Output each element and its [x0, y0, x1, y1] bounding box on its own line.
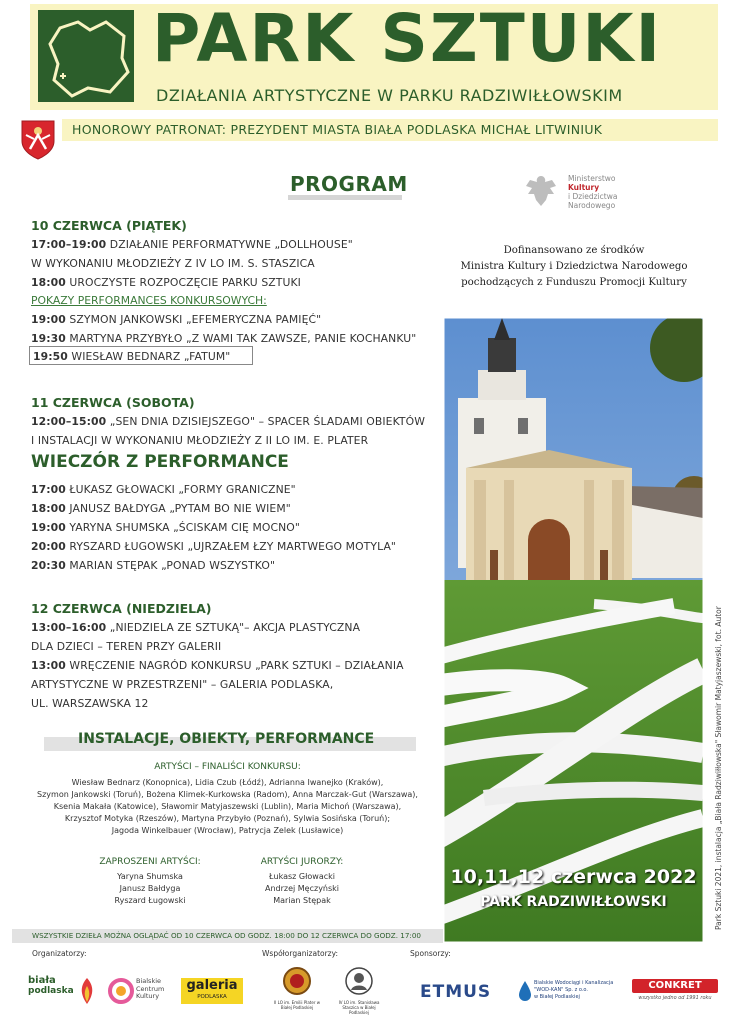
logo-text: CONKRET: [632, 979, 718, 993]
funding-note: [446, 243, 702, 291]
iv-lo-logo: [334, 966, 384, 1016]
event-dates: 10,11,12 czerwca 2022: [450, 866, 697, 888]
logo-text: II LO im. Emilii Plater w Białej Podlaskiej: [273, 1000, 321, 1010]
day-heading-11: 11 CZERWCA (SOBOTA): [31, 395, 195, 410]
program-line: 12:00–15:00 „SEN DNIA DZISIEJSZEGO" – SPACER ŚLADAMI OBIEKTÓW: [31, 415, 425, 428]
finalists-heading: ARTYŚCI – FINALIŚCI KONKURSU:: [154, 762, 301, 772]
park-gate-illustration: [444, 318, 703, 942]
jury-member: Marian Stępak: [273, 896, 331, 905]
finalists-line: Krzysztof Motyka (Rzeszów), Martyna Przybyło (Poznań), Sylwia Sosińska (Toruń);: [64, 814, 391, 823]
etmus-logo: ETMUS: [420, 982, 492, 1002]
logo-text: "WOD-KAN" Sp. z o.o.: [534, 987, 588, 993]
ministry-line: Kultury: [568, 183, 600, 192]
water-drop-icon: [518, 980, 532, 1002]
page-subtitle: DZIAŁANIA ARTYSTYCZNE W PARKU RADZIWIŁŁOWSKIM: [156, 86, 623, 105]
honorary-patron: HONOROWY PATRONAT: PREZYDENT MIASTA BIAŁA PODLASKA MICHAŁ LITWINIUK: [72, 122, 603, 137]
flame-icon: [76, 976, 98, 1006]
program-line: 19:30 MARTYNA PRZYBYŁO „Z WAMI TAK ZAWSZE, PANIE KOCHANKU": [31, 332, 417, 345]
program-line: 13:00–16:00 „NIEDZIELA ZE SZTUKĄ"– AKCJA PLASTYCZNA: [31, 621, 361, 634]
logo-text: biała: [28, 975, 56, 986]
logo-text: Centrum: [136, 984, 165, 993]
school-emblem-icon: [282, 966, 312, 996]
wodkan-logo: [518, 978, 618, 1008]
program-line: 17:00–19:00 DZIAŁANIE PERFORMATYWNE „DOLLHOUSE": [31, 238, 353, 251]
jury-heading: ARTYŚCI JURORZY:: [260, 857, 344, 867]
program-line: 17:00 ŁUKASZ GŁOWACKI „FORMY GRANICZNE": [31, 483, 296, 496]
logo-text: Bialskie: [136, 977, 162, 985]
jury-member: Łukasz Głowacki: [269, 872, 335, 881]
invited-artist: Ryszard Ługowski: [114, 896, 186, 905]
program-line: W WYKONANIU MŁODZIEŻY Z IV LO IM. S. STASZICA: [31, 257, 315, 270]
competition-performances-heading: POKAZY PERFORMANCES KONKURSOWYCH:: [31, 294, 267, 307]
evening-performance-title: WIECZÓR Z PERFORMANCE: [31, 452, 289, 472]
page-title: PARK SZTUKI: [152, 0, 663, 77]
logo-text: wszystko jedno od 1991 roku: [638, 995, 712, 1001]
logo-text: w Białej Podlaskiej: [534, 994, 580, 1000]
installations-title: INSTALACJE, OBIEKTY, PERFORMANCE: [78, 731, 375, 747]
logo-text: Kultury: [136, 992, 160, 1000]
finalists-line: Jagoda Winkelbauer (Wrocław), Patrycja Zelek (Lusławice): [111, 826, 344, 835]
program-line: I INSTALACJI W WYKONANIU MŁODZIEŻY Z II LO IM. E. PLATER: [31, 434, 369, 447]
program-line: 19:50 WIESŁAW BEDNARZ „FATUM": [33, 350, 231, 363]
organizers-label: Organizatorzy:: [32, 949, 87, 958]
sponsors-label: Sponsorzy:: [410, 949, 451, 958]
logo-text: galeria: [186, 978, 238, 993]
park-sztuki-logo: [38, 10, 134, 102]
program-line: 19:00 YARYNA SHUMSKA „ŚCISKAM CIĘ MOCNO": [31, 521, 300, 534]
finalists-line: Ksenia Makała (Katowice), Sławomir Matyjaszewski (Lublin), Maria Michoń (Warszawa),: [53, 802, 402, 811]
jury-member: Andrzej Męczyński: [264, 884, 340, 893]
event-place: PARK RADZIWIŁŁOWSKI: [480, 894, 667, 910]
logo-text: Bialskie Wodociągi i Kanalizacja: [534, 980, 614, 986]
day-heading-10: 10 CZERWCA (PIĄTEK): [31, 218, 187, 233]
invited-artist: Janusz Bałdyga: [119, 884, 181, 893]
finalists-line: Szymon Jankowski (Toruń), Bożena Klimek-Kurkowska (Radom), Anna Marczak-Gut (Warszawa),: [37, 790, 418, 799]
bck-text: [136, 978, 164, 1001]
photo-caption: [714, 590, 726, 930]
program-line: ARTYSTYCZNE W PRZESTRZENI" – GALERIA PODLASKA,: [31, 678, 334, 691]
ministry-logo-text: [568, 174, 617, 210]
ii-lo-logo: [270, 966, 324, 1016]
ministry-line: i Dziedzictwa: [568, 192, 618, 201]
funding-line: Dofinansowano ze środków: [503, 245, 645, 256]
funding-line: Ministra Kultury i Dziedzictwa Narodowego: [460, 261, 688, 272]
program-line: 19:00 SZYMON JANKOWSKI „EFEMERYCZNA PAMIĘĆ": [31, 313, 322, 326]
logo-text: podlaska: [28, 986, 74, 996]
eagle-emblem-icon: [524, 172, 558, 210]
photo-caption-text: Park Sztuki 2021, instalacja „Biała Radziwiłłowska" Sławomir Matyjaszewski, fot. Autor: [714, 606, 723, 930]
logo-text: PODLASKA: [197, 994, 227, 1000]
program-line: 13:00 WRĘCZENIE NAGRÓD KONKURSU „PARK SZTUKI – DZIAŁANIA: [31, 659, 404, 672]
school-portrait-icon: [344, 966, 374, 996]
ministry-line: Ministerstwo: [568, 174, 616, 183]
coorganizers-label: Współorganizatorzy:: [262, 949, 339, 958]
ministry-line: Narodowego: [568, 201, 616, 210]
park-photo: [444, 318, 703, 942]
invited-artist: Yaryna Shumska: [117, 872, 183, 881]
wodkan-text: [534, 980, 613, 1001]
conkret-logo: [632, 979, 718, 1007]
program-line: 20:00 RYSZARD ŁUGOWSKI „UJRZAŁEM ŁZY MARTWEGO MOTYLA": [31, 540, 396, 553]
biala-podlaska-logo: [28, 976, 100, 1008]
logo-text: IV LO im. Stanisława Staszica w Białej Podlaskiej: [338, 1000, 380, 1015]
city-crest-icon: [20, 119, 56, 161]
funding-line: pochodzących z Funduszu Promocji Kultury: [461, 277, 687, 288]
program-line: 18:00 UROCZYSTE ROZPOCZĘCIE PARKU SZTUKI: [31, 276, 301, 289]
bck-circle-icon: [108, 978, 134, 1004]
day-heading-12: 12 CZERWCA (NIEDZIELA): [31, 601, 212, 616]
galeria-podlaska-logo: [181, 978, 243, 1004]
invited-artists-heading: ZAPROSZENI ARTYŚCI:: [99, 857, 201, 867]
finalists-line: Wiesław Bednarz (Konopnica), Lidia Czub (Łódź), Adrianna Iwanejko (Kraków),: [71, 778, 384, 787]
program-line: DLA DZIECI – TEREN PRZY GALERII: [31, 640, 222, 653]
viewing-hours-note: WSZYSTKIE DZIEŁA MOŻNA OGLĄDAĆ OD 10 CZERWCA OD GODZ. 18:00 DO 12 CZERWCA DO GODZ. 17:00: [32, 931, 421, 940]
bck-logo: [108, 974, 172, 1008]
program-line: 18:00 JANUSZ BAŁDYGA „PYTAM BO NIE WIEM": [31, 502, 291, 515]
map-outline-icon: [38, 10, 134, 102]
program-title: PROGRAM: [290, 172, 408, 196]
program-line: UL. WARSZAWSKA 12: [31, 697, 149, 710]
program-line: 20:30 MARIAN STĘPAK „PONAD WSZYSTKO": [31, 559, 276, 572]
